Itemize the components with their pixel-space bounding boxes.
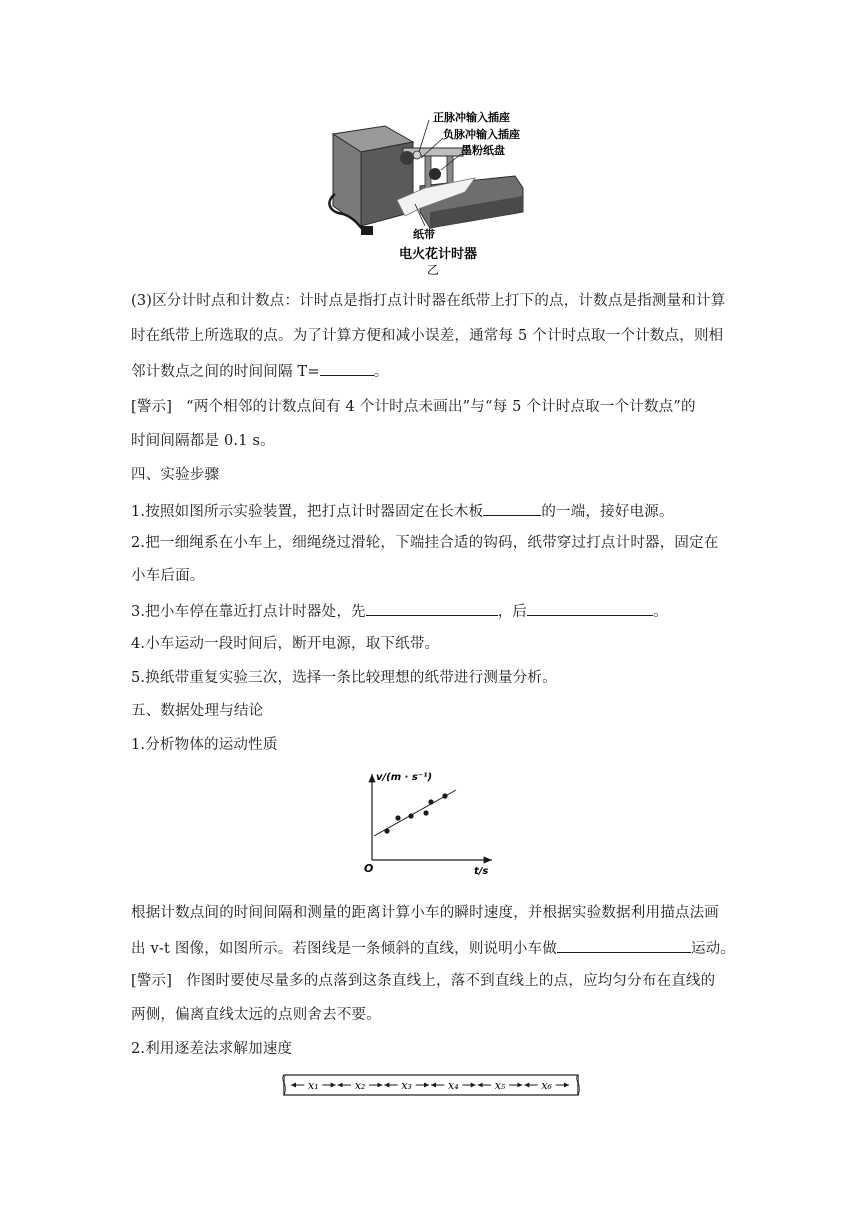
step4: 4.小车运动一段时间后，断开电源，取下纸带。	[131, 636, 440, 652]
tape-segment-label: x₂	[354, 1079, 366, 1092]
warning2-line2: 两侧，偏离直线太远的点则舍去不要。	[131, 1007, 381, 1023]
figure-subcaption: 乙	[427, 263, 440, 277]
step1-suffix: 的一端，接好电源。	[541, 504, 674, 520]
data-point	[428, 799, 433, 804]
origin-label: O	[364, 862, 374, 875]
blank-step3-second[interactable]	[527, 600, 653, 616]
warning2-line1	[131, 971, 715, 991]
label-positive-socket: 正脉冲输入插座	[433, 111, 510, 124]
para3-line3-prefix: 邻计数点之间的时间间隔 T=	[131, 364, 320, 380]
step1	[131, 500, 674, 522]
warning2-text: 作图时要使尽量多的点落到这条直线上，落不到直线上的点，应均匀分布在直线的	[186, 973, 716, 989]
s5-para-line2-suffix: 运动。	[691, 941, 736, 957]
section4-heading: 四、实验步骤	[131, 467, 220, 483]
para3-line3-suffix: 。	[373, 364, 389, 380]
label-ink-disk: 墨粉纸盘	[461, 144, 505, 157]
blank-motion-type[interactable]	[557, 937, 691, 953]
data-point	[442, 793, 447, 798]
warning1-line1	[131, 397, 696, 417]
section5-heading: 五、数据处理与结论	[131, 703, 264, 719]
tape-segment-label: x₅	[494, 1079, 506, 1092]
para3-line2: 时在纸带上所选取的点。为了计算方便和减小误差，通常每 5 个计时点取一个计数点，则相	[131, 328, 724, 344]
tape-segment-label: x₃	[401, 1079, 412, 1092]
spark-timer-figure	[325, 108, 555, 278]
y-axis-label: v/(m · s⁻¹)	[376, 772, 433, 783]
para3-line3	[131, 360, 388, 382]
s5-para-line2-prefix: 出 v-t 图像，如图所示。若图线是一条倾斜的直线，则说明小车做	[131, 941, 558, 957]
blank-step1[interactable]	[483, 500, 541, 516]
data-point	[384, 828, 389, 833]
step3	[131, 600, 668, 622]
warning2-tag: [警示]	[131, 973, 173, 989]
para3-line1: (3)区分计时点和计数点：计时点是指打点计时器在纸带上打下的点，计数点是指测量和计算	[131, 293, 726, 309]
blank-T[interactable]	[320, 360, 374, 376]
step3-prefix: 3.把小车停在靠近打点计时器处，先	[131, 604, 366, 620]
figure-caption: 电火花计时器	[399, 247, 478, 262]
s5-para-line1: 根据计数点间的时间间隔和测量的距离计算小车的瞬时速度，并根据实验数据利用描点法画	[131, 905, 719, 921]
label-paper-tape: 纸带	[413, 228, 435, 241]
blank-step3-first[interactable]	[366, 600, 498, 616]
warning1-tag: [警示]	[131, 399, 173, 415]
label-negative-socket: 负脉冲输入插座	[443, 128, 520, 141]
step3-mid: ，后	[497, 604, 528, 620]
section5-sub2: 2.利用逐差法求解加速度	[131, 1041, 293, 1057]
x-axis-label: t/s	[474, 866, 489, 877]
tape-segment-label: x₆	[541, 1079, 552, 1092]
warning1-line2: 时间间隔都是 0.1 s。	[131, 433, 275, 449]
data-point	[423, 810, 428, 815]
step1-prefix: 1.按照如图所示实验装置，把打点计时器固定在长木板	[131, 504, 484, 520]
step5: 5.换纸带重复实验三次，选择一条比较理想的纸带进行测量分析。	[131, 670, 557, 686]
data-point	[395, 815, 400, 820]
paper-tape-figure	[280, 1072, 582, 1098]
section5-sub1: 1.分析物体的运动性质	[131, 737, 278, 753]
vt-graph	[360, 768, 500, 880]
step3-suffix: 。	[653, 604, 668, 620]
s5-para-line2	[131, 937, 735, 959]
tape-segment-label: x₄	[448, 1079, 459, 1092]
data-point	[408, 813, 413, 818]
step2-line1: 2.把一细绳系在小车上，细绳绕过滑轮，下端挂合适的钩码，纸带穿过打点计时器，固定在	[131, 535, 719, 551]
tape-segment-label: x₁	[308, 1079, 319, 1092]
warning1-text: “两个相邻的计数点间有 4 个计时点未画出”与“每 5 个计时点取一个计数点”的	[186, 399, 696, 415]
step2-line2: 小车后面。	[131, 568, 205, 584]
